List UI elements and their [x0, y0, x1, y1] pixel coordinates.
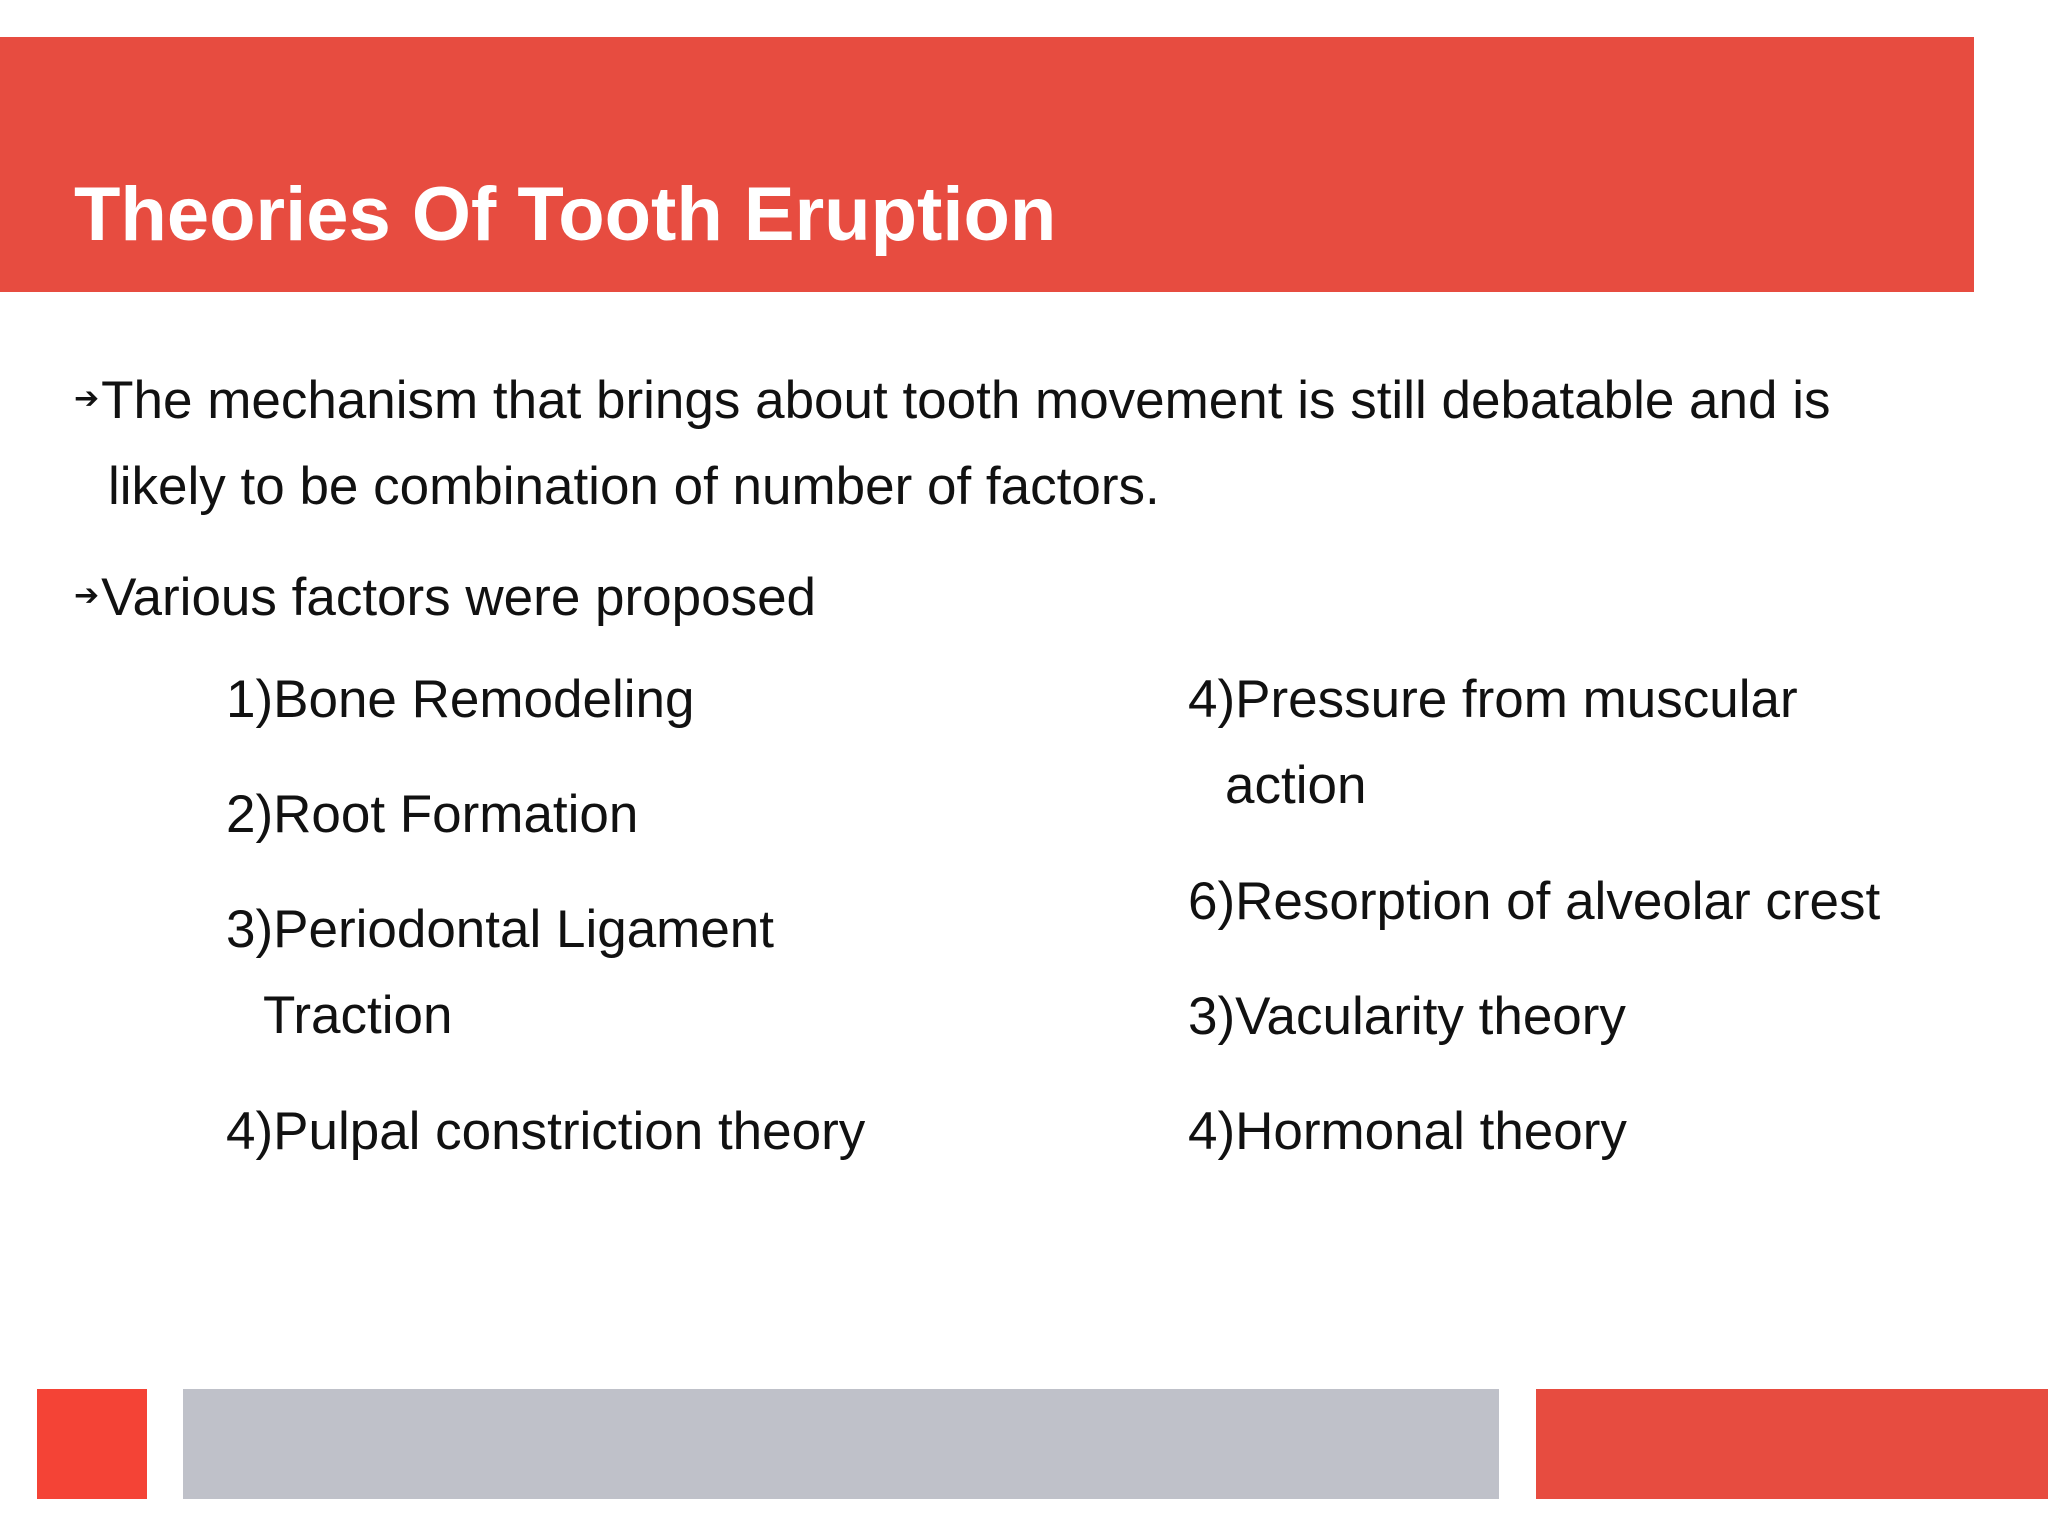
arrow-right-icon: ➔ [74, 579, 100, 612]
slide-title: Theories Of Tooth Eruption [74, 172, 1057, 257]
list-item-text: 3)Vacularity theory [1188, 987, 1626, 1046]
list-item-text: 3)Periodontal Ligament [226, 900, 775, 959]
list-item [226, 1089, 865, 1175]
list-item [226, 657, 694, 743]
footer-gray-bar [183, 1389, 1499, 1499]
bullet-item-factors [74, 553, 1974, 641]
list-item-text: action [1225, 756, 1367, 815]
list-item [1188, 657, 1798, 829]
footer-red-bar [1536, 1389, 2048, 1499]
list-item [1188, 1089, 1627, 1175]
list-item-text: 4)Hormonal theory [1188, 1102, 1627, 1161]
list-item [226, 772, 638, 858]
bullet-item-mechanism [74, 356, 1974, 530]
list-item [1188, 859, 1880, 945]
bullet-text-line: The mechanism that brings about tooth movement is still debatable and is [101, 371, 1831, 430]
bullet-text-line: Various factors were proposed [101, 568, 817, 627]
list-item-text: 4)Pulpal constriction theory [226, 1102, 866, 1161]
list-item-text: 4)Pressure from muscular [1188, 670, 1798, 729]
list-item-text: 6)Resorption of alveolar crest [1188, 872, 1881, 931]
list-item-text: 2)Root Formation [226, 785, 639, 844]
list-item [1188, 974, 1626, 1060]
footer-red-square [37, 1389, 147, 1499]
list-item-text: 1)Bone Remodeling [226, 670, 695, 729]
bullet-text-line: likely to be combination of number of factors. [108, 457, 1160, 516]
list-item [226, 887, 774, 1059]
arrow-right-icon: ➔ [74, 382, 100, 415]
list-item-text: Traction [263, 986, 453, 1045]
